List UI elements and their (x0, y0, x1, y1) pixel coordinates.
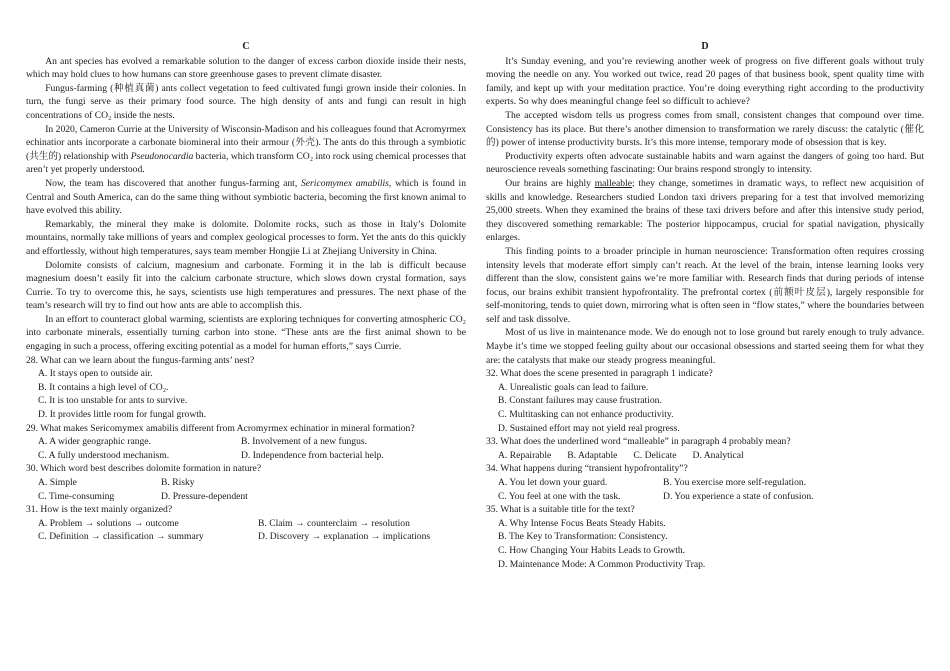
option-d: D. Discovery → explanation → implications (258, 531, 431, 543)
question-35 (486, 503, 924, 571)
paragraph: It’s Sunday evening, and you’re reviewing another week of progress on five different goals without truly moving the needle on any. You worked out twice, read 20 pages of that business book, spent quality time with family, and kept up with your meditation practice. You’re doing everything right according to the productivity experts. So why does meaningful change feel so difficult to achieve? (486, 55, 924, 108)
option-a: A. You let down your guard. (498, 477, 608, 488)
option-d: D. You experience a state of confusion. (663, 490, 814, 502)
text-run: bacteria, which transform CO₂ into rock using chemical processes that aren’t yet properly understood. (26, 150, 467, 176)
paragraph: Remarkably, the mineral they make is dolomite. Dolomite rocks, such as those in Italy’s Dolomite mountains, normally take millions of years and complex geological processes to form. Yet the ants do this quickly and effortlessly, without high temperatures, says team member Hongjie Li at Zhejiang University in China. (26, 218, 466, 257)
option-b: B. Constant failures may cause frustration. (498, 395, 662, 407)
option-a: A. Unrealistic goals can lead to failure. (498, 381, 649, 393)
option-d: D. Analytical (692, 449, 744, 461)
italic-term: Pseudonocardia (130, 150, 194, 162)
option-c: C. A fully understood mechanism. (38, 449, 170, 461)
question-stem: 29. What makes Sericomymex amabilis different from Acromyrmex echinatior in mineral formation? (26, 422, 415, 434)
question-30 (26, 462, 466, 503)
option-b: B. Involvement of a new fungus. (241, 436, 368, 448)
option-b: B. Risky (161, 477, 195, 488)
question-33 (486, 435, 924, 462)
text-run: Our brains are highly (505, 177, 595, 189)
paragraph: Productivity experts often advocate sustainable habits and warn against the dangers of going too hard. But neuroscience reveals something fascinating: Our brains respond strongly to intensity. (486, 150, 924, 176)
option-a: A. It stays open to outside air. (38, 368, 153, 380)
paragraph: The accepted wisdom tells us progress comes from small, consistent changes that compound over time. Consistency has its place. But there’s another dimension to transformation we rarely discuss: the catalytic (催化的) power of intense productivity bursts. It’s this more intense, temporary mode of obsession that is key. (486, 109, 924, 149)
text-run: , which is found in Central and South America, can do the same thing without symbiotic bacteria, becoming the first known animal to have evolved this ability. (26, 177, 466, 217)
question-stem: 35. What is a suitable title for the text? (486, 504, 635, 516)
question-stem: 31. How is the text mainly organized? (26, 504, 173, 516)
section-c-column (26, 40, 466, 544)
section-title: D (701, 41, 709, 52)
option-b: B. The Key to Transformation: Consistency. (498, 531, 668, 543)
text-run: Now, the team has discovered that another fungus-farming ant, (45, 177, 301, 189)
option-c: C. It is too unstable for ants to survive. (38, 395, 188, 407)
question-stem: 28. What can we learn about the fungus-farming ants’ nest? (26, 354, 255, 366)
option-c: C. You feel at one with the task. (498, 490, 621, 502)
option-d: D. Sustained effort may not yield real progress. (498, 422, 680, 434)
option-c: C. Time-consuming (38, 490, 115, 502)
option-d: D. Maintenance Mode: A Common Productivity Trap. (498, 558, 706, 570)
paragraph: Fungus-farming (种植真菌) ants collect vegetation to feed cultivated fungi grown inside their colonies. In turn, the fungi serve as their primary food source. The high density of ants and fungi can result in high concentrations of CO₂ inside the nests. (26, 82, 466, 121)
option-a: A. Repairable (498, 449, 552, 461)
option-c: C. Multitasking can not enhance productivity. (498, 409, 674, 421)
text-run: ; they change, sometimes in dramatic ways, to reflect new acquisition of skills and knowledge. Researchers studied London taxi drivers preparing for a test that involved memorizing 25,000 streets. When they examined the brains of these taxi drivers before and after this intensive study period, they discovered something remarkable: The posterior hippocampus, crucial for spatial navigation, physically enlarges. (486, 177, 924, 244)
paragraph (26, 177, 466, 218)
section-d-column (486, 40, 924, 571)
paragraph (26, 123, 466, 177)
option-a: A. A wider geographic range. (38, 436, 151, 448)
underlined-word: malleable (594, 177, 632, 189)
question-32 (486, 367, 924, 435)
question-28 (26, 354, 466, 422)
option-d: D. It provides little room for fungal growth. (38, 409, 207, 421)
question-34 (486, 462, 924, 503)
option-c: C. Delicate (633, 449, 677, 461)
text-run: In 2020, Cameron Currie at the University of Wisconsin-Madison and his colleagues found that Acromyrmex echinatior ants incorporate a carbonate biomineral into their armour (外壳). The ants do this through a symbiotic (共生的) relationship with (26, 123, 466, 162)
paragraph: Most of us live in maintenance mode. We do enough not to lose ground but rarely enough to truly advance. Maybe it’s time we stopped feeling guilty about our occasional obsessions and started seeing them for what they are: the catalysts that make our steady progress meaningful. (486, 327, 924, 366)
option-c: C. Definition → classification → summary (38, 531, 204, 543)
question-stem: 33. What does the underlined word “malleable” in paragraph 4 probably mean? (486, 436, 791, 448)
option-d: D. Pressure-dependent (161, 490, 248, 502)
question-stem: 30. Which word best describes dolomite formation in nature? (26, 463, 262, 475)
question-29 (26, 422, 466, 463)
option-a: A. Why Intense Focus Beats Steady Habits. (498, 517, 666, 529)
option-a: A. Problem → solutions → outcome (38, 517, 179, 529)
option-a: A. Simple (38, 477, 77, 488)
option-c: C. How Changing Your Habits Leads to Growth. (498, 544, 686, 556)
section-title: C (242, 41, 250, 52)
option-b: B. You exercise more self-regulation. (663, 477, 807, 488)
italic-term: Sericomymex amabilis (300, 177, 389, 189)
paragraph: An ant species has evolved a remarkable solution to the danger of excess carbon dioxide inside their nests, which may hold clues to how humans can store greenhouse gases to prevent climate disaster. (26, 55, 466, 81)
paragraph: In an effort to counteract global warming, scientists are exploring techniques for converting atmospheric CO₂ into carbonate minerals, essentially turning carbon into stone. “These ants are the first animal shown to be engaging in such a process, offering exciting potential as a model for human efforts,” says Currie. (26, 313, 466, 353)
paragraph (486, 177, 924, 245)
option-b: B. Adaptable (567, 449, 618, 461)
option-b: B. It contains a high level of CO₂. (38, 381, 169, 393)
option-b: B. Claim → counterclaim → resolution (258, 517, 410, 529)
paragraph: This finding points to a broader principle in human neuroscience: Transformation often requires crossing intensity levels that moderate effort simply can’t reach. At the level of the brain, intense learning looks very different than the slow, consistent gains we’re more familiar with. Research finds that during periods of intense focus, our brains exhibit transient hypofrontality. The prefrontal cortex (前额叶皮层), largely responsible for self-monitoring, tends to quiet down, mirroring what is often seen in “flow states,” where the boundaries between self and task dissolve. (486, 245, 924, 325)
question-stem: 32. What does the scene presented in paragraph 1 indicate? (486, 368, 713, 380)
paragraph: Dolomite consists of calcium, magnesium and carbonate. Forming it in the lab is difficult because magnesium doesn’t easily fit into the calcium carbonate structure, which slows down crystal formation, says Currie. To try to overcome this, he says, scientists use high temperatures and pressures. The next phase of the team’s research will try to find out how ants are able to accomplish this. (26, 259, 466, 312)
option-d: D. Independence from bacterial help. (241, 449, 384, 461)
question-31 (26, 503, 466, 544)
question-stem: 34. What happens during “transient hypofrontality”? (486, 463, 688, 475)
